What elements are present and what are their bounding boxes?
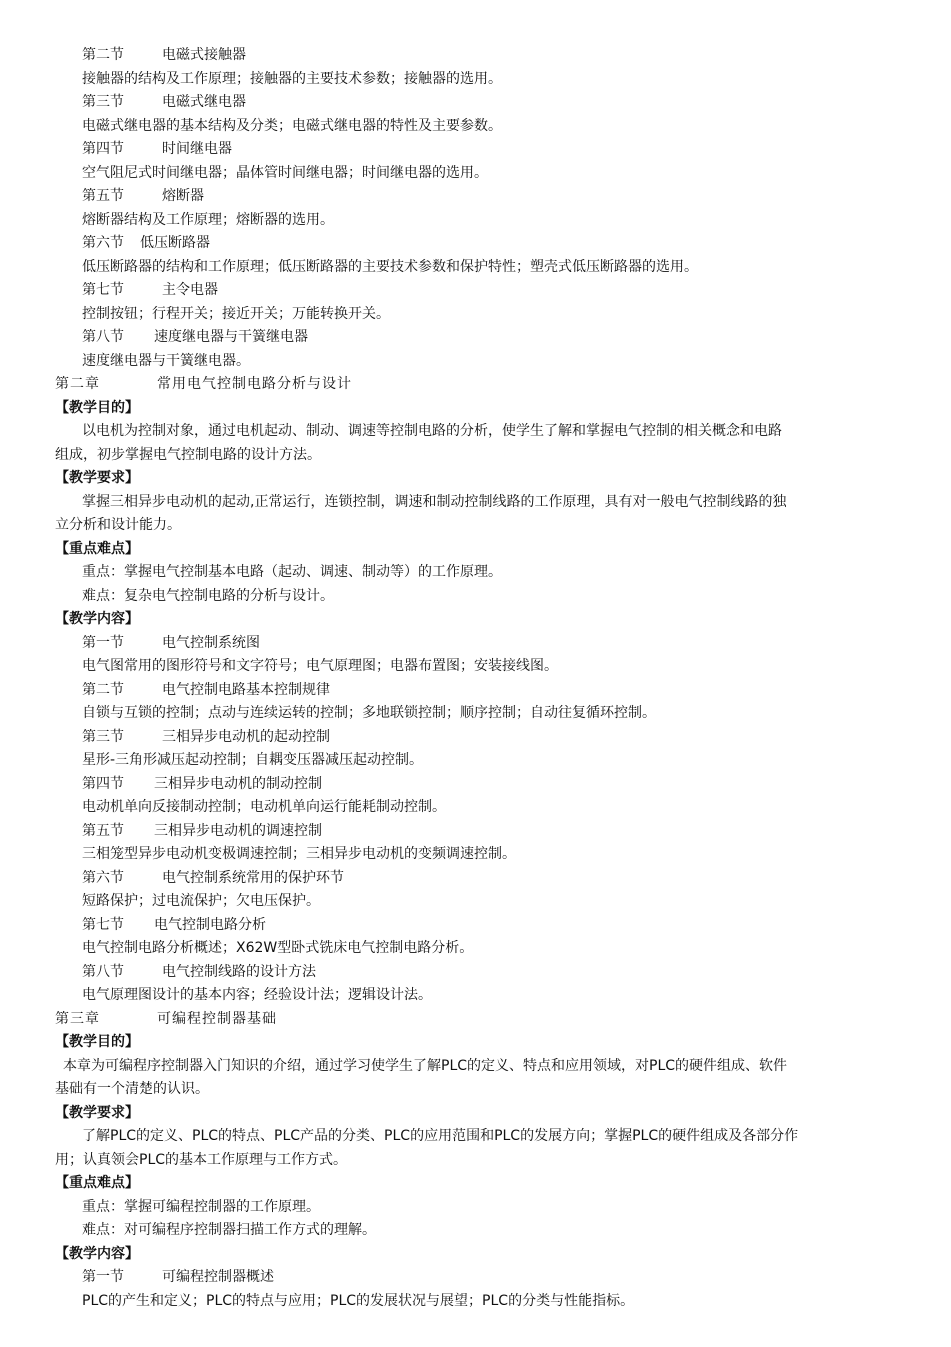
section-content: 接触器的结构及工作原理；接触器的主要技术参数；接触器的选用。 xyxy=(82,70,502,87)
section-heading xyxy=(0,138,951,162)
section-number: 第六节 xyxy=(82,869,124,886)
content-label: 【教学内容】 xyxy=(55,611,139,627)
section-heading xyxy=(0,820,951,844)
section-title: 三相异步电动机的起动控制 xyxy=(162,728,330,745)
objective-label: 【教学目的】 xyxy=(55,1034,139,1050)
section-content: 三相笼型异步电动机变极调速控制；三相异步电动机的变频调速控制。 xyxy=(82,846,516,862)
section-number: 第三节 xyxy=(82,94,124,110)
section-heading xyxy=(0,961,951,985)
section-heading xyxy=(0,773,951,797)
section-number: 第二节 xyxy=(82,47,124,63)
requirement-text: 了解PLC的定义、PLC的特点、PLC产品的分类、PLC的应用范围和PLC的发展方向；掌握PLC的硬件组成及各部分作 用；认真领会PLC的基本工作原理与工作方式。 xyxy=(55,1128,799,1168)
section-title: 电磁式接触器 xyxy=(162,47,246,63)
chapter-heading xyxy=(0,373,951,397)
section-heading xyxy=(0,279,951,303)
section-heading xyxy=(0,1266,951,1290)
section-heading xyxy=(0,867,951,891)
section-title: 三相异步电动机的制动控制 xyxy=(154,775,322,792)
section-heading xyxy=(0,91,951,115)
section-number: 第四节 xyxy=(82,775,124,792)
section-content: 低压断路器的结构和工作原理；低压断路器的主要技术参数和保护特性；塑壳式低压断路器的选用。 xyxy=(82,258,698,275)
section-number: 第四节 xyxy=(82,141,124,157)
requirement-text: 掌握三相异步电动机的起动,正常运行，连锁控制，调速和制动控制线路的工作原理，具有对一般电气控制线路的独 立分析和设计能力。 xyxy=(55,493,787,533)
section-title: 时间继电器 xyxy=(162,141,232,157)
section-number: 第三节 xyxy=(82,728,124,745)
section-number: 第八节 xyxy=(82,963,124,980)
section-title: 可编程控制器概述 xyxy=(162,1269,274,1285)
section-heading xyxy=(0,326,951,350)
section-heading xyxy=(0,632,951,656)
section-number: 第六节 xyxy=(82,235,124,251)
section-content: 熔断器结构及工作原理；熔断器的选用。 xyxy=(82,211,334,228)
section-content: 自锁与互锁的控制；点动与连续运转的控制；多地联锁控制；顺序控制；自动往复循环控制。 xyxy=(82,705,656,721)
objective-text: 以电机为控制对象，通过电机起动、制动、调速等控制电路的分析，使学生了解和掌握电气控制的相关概念和电路 组成，初步掌握电气控制电路的设计方法。 xyxy=(55,423,782,463)
section-content: 电气图常用的图形符号和文字符号；电气原理图；电器布置图；安装接线图。 xyxy=(82,658,558,674)
section-title: 电气控制电路分析 xyxy=(154,916,266,933)
section-content: 电气原理图设计的基本内容；经验设计法；逻辑设计法。 xyxy=(82,987,432,1003)
section-title: 三相异步电动机的调速控制 xyxy=(154,822,322,839)
requirement-label: 【教学要求】 xyxy=(55,1104,139,1121)
section-title: 电气控制线路的设计方法 xyxy=(162,963,316,980)
section-number: 第五节 xyxy=(82,822,124,839)
section-content: PLC的产生和定义；PLC的特点与应用；PLC的发展状况与展望；PLC的分类与性能指标。 xyxy=(82,1292,635,1309)
difficulty-point: 难点：复杂电气控制电路的分析与设计。 xyxy=(82,587,334,604)
section-number: 第二节 xyxy=(82,681,124,698)
section-number: 第七节 xyxy=(82,916,124,933)
section-content: 控制按钮；行程开关；接近开关；万能转换开关。 xyxy=(82,305,390,322)
section-title: 低压断路器 xyxy=(140,235,210,251)
section-number: 第一节 xyxy=(82,1269,124,1285)
keypoints-label: 【重点难点】 xyxy=(55,1175,139,1191)
section-content: 电气控制电路分析概述；X62W型卧式铣床电气控制电路分析。 xyxy=(82,940,474,956)
section-content: 速度继电器与干簧继电器。 xyxy=(82,352,250,369)
requirement-label: 【教学要求】 xyxy=(55,470,139,486)
section-heading xyxy=(0,679,951,703)
chapter-number: 第二章 xyxy=(55,376,100,392)
section-heading xyxy=(0,185,951,209)
objective-text: 本章为可编程序控制器入门知识的介绍，通过学习使学生了解PLC的定义、特点和应用领域，对PLC的硬件组成、软件 基础有一个清楚的认识。 xyxy=(55,1057,788,1097)
chapter-heading xyxy=(0,1008,951,1032)
section-content: 短路保护；过电流保护；欠电压保护。 xyxy=(82,893,320,909)
objective-label: 【教学目的】 xyxy=(55,399,139,416)
chapter-title: 可编程控制器基础 xyxy=(157,1010,277,1027)
section-heading xyxy=(0,914,951,938)
section-title: 电气控制系统常用的保护环节 xyxy=(162,869,344,886)
section-title: 主令电器 xyxy=(162,282,218,298)
section-heading xyxy=(0,44,951,68)
section-content: 星形-三角形减压起动控制；自耦变压器减压起动控制。 xyxy=(82,752,424,768)
section-content: 空气阻尼式时间继电器；晶体管时间继电器；时间继电器的选用。 xyxy=(82,164,488,181)
section-number: 第七节 xyxy=(82,282,124,298)
section-number: 第五节 xyxy=(82,188,124,204)
section-title: 速度继电器与干簧继电器 xyxy=(154,329,308,345)
content-label: 【教学内容】 xyxy=(55,1245,139,1262)
keypoints-label: 【重点难点】 xyxy=(55,540,139,557)
section-title: 电磁式继电器 xyxy=(162,94,246,110)
section-number: 第八节 xyxy=(82,329,124,345)
section-title: 电气控制电路基本控制规律 xyxy=(162,681,330,698)
chapter-title: 常用电气控制电路分析与设计 xyxy=(157,376,352,392)
section-title: 电气控制系统图 xyxy=(162,634,260,651)
section-title: 熔断器 xyxy=(162,188,204,204)
section-heading xyxy=(0,232,951,256)
section-heading xyxy=(0,726,951,750)
section-content: 电磁式继电器的基本结构及分类；电磁式继电器的特性及主要参数。 xyxy=(82,117,502,134)
key-point: 重点：掌握电气控制基本电路（起动、调速、制动等）的工作原理。 xyxy=(82,564,502,580)
chapter-number: 第三章 xyxy=(55,1010,100,1027)
key-point: 重点：掌握可编程控制器的工作原理。 xyxy=(82,1198,320,1215)
difficulty-point: 难点：对可编程序控制器扫描工作方式的理解。 xyxy=(82,1222,376,1238)
section-number: 第一节 xyxy=(82,634,124,651)
section-content: 电动机单向反接制动控制；电动机单向运行能耗制动控制。 xyxy=(82,799,446,815)
